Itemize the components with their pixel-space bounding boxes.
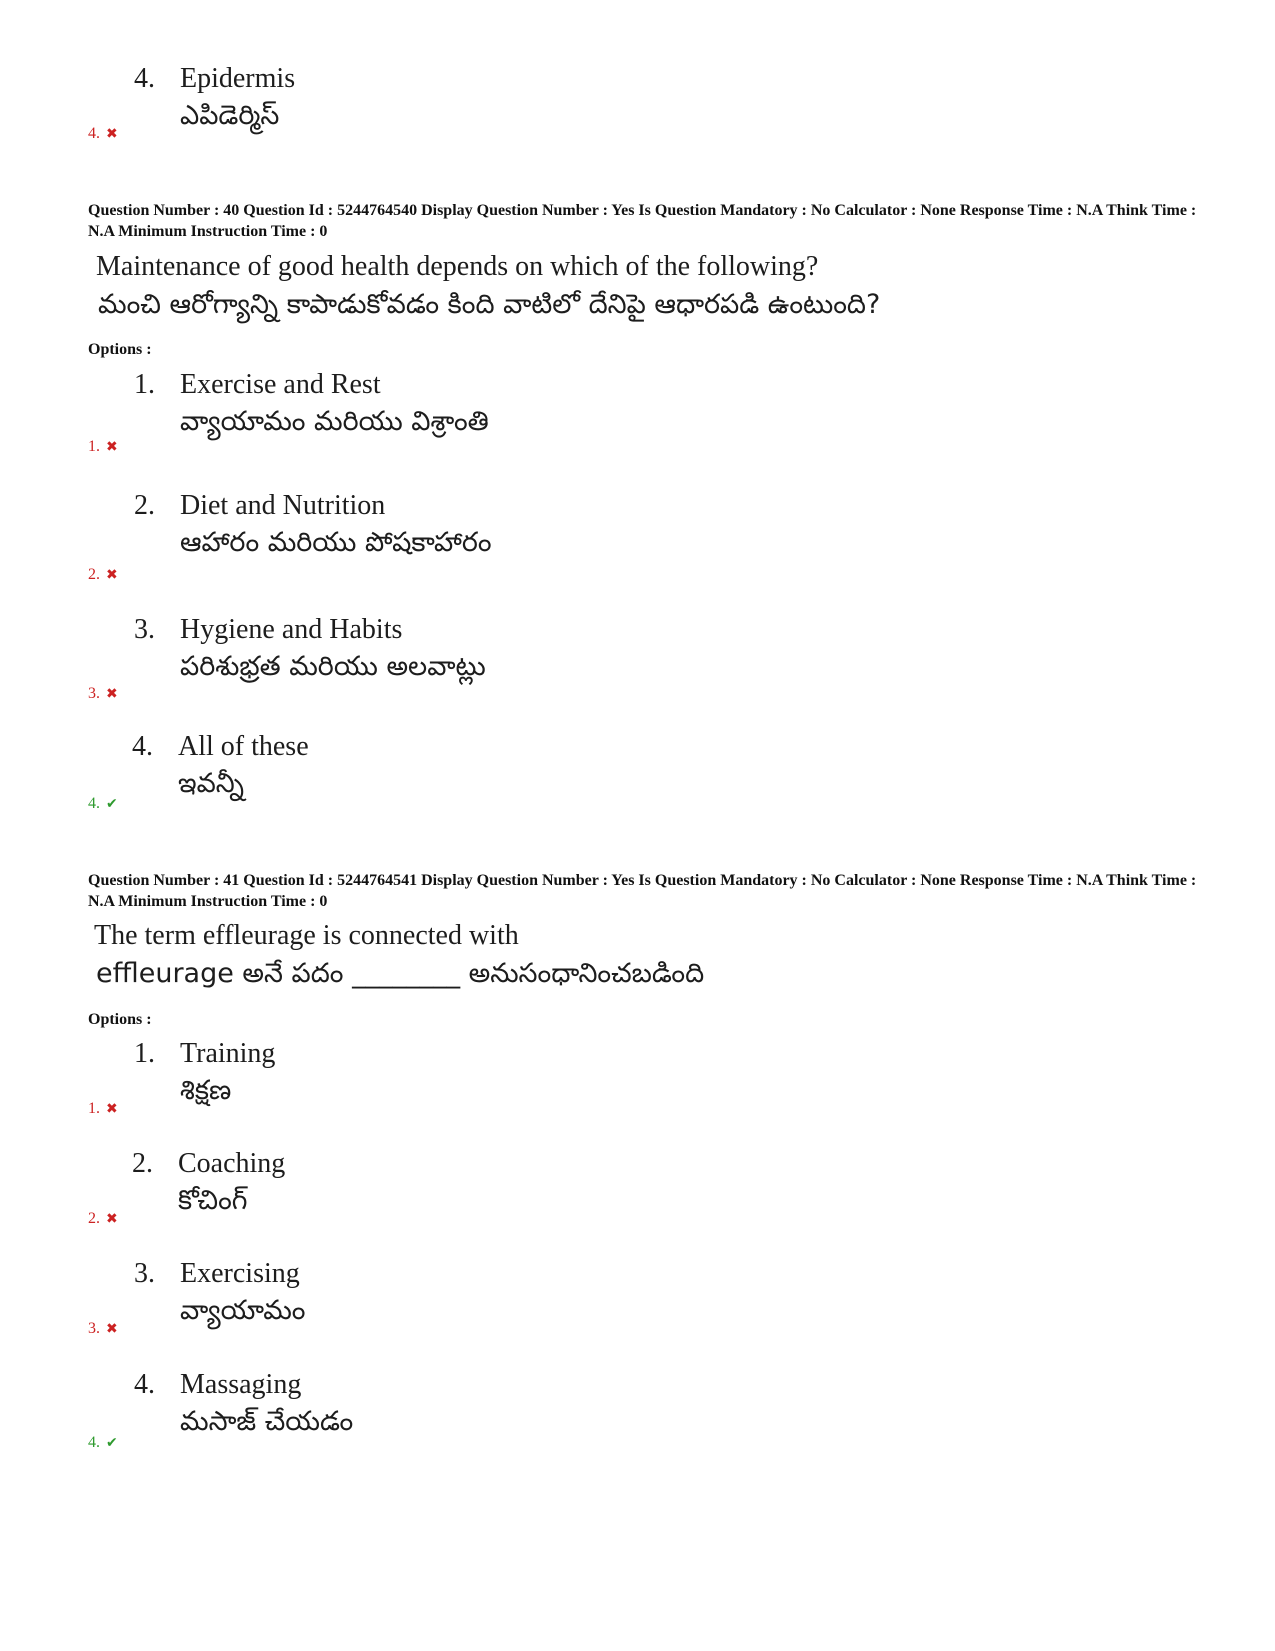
- question-40-option-3: [134, 613, 1034, 713]
- cross-icon: ✖: [106, 1101, 118, 1117]
- question-41-meta: Question Number : 41 Question Id : 5244764541 Display Question Number : Yes Is Question Mandatory : No Calculator : None Response Time : N.A Think Time : N.A Minimum Instruction Time : 0: [88, 872, 1197, 910]
- marker-label: 2.: [88, 566, 100, 583]
- option-text-telugu: శిక్షణ: [180, 1075, 232, 1106]
- option-number: 3.: [134, 1258, 155, 1289]
- question-40-option-2-marker: [88, 566, 118, 584]
- marker-label: 1.: [88, 1100, 100, 1117]
- question-41-text-telugu: effleurage అనే పదం ________ అనుసంధానించబడింది: [96, 958, 705, 989]
- question-41-option-3-marker: [88, 1320, 118, 1338]
- option-number: 4.: [134, 1369, 155, 1400]
- marker-label: 4.: [88, 125, 100, 142]
- option-number: 4.: [134, 63, 155, 94]
- option-text-telugu: పరిశుభ్రత మరియు అలవాట్లు: [180, 651, 486, 682]
- question-40-text-english: Maintenance of good health depends on which of the following?: [96, 251, 819, 282]
- question-40-options-label: Options :: [88, 341, 152, 358]
- option-text-telugu: ఇవన్నీ: [178, 768, 244, 799]
- marker-label: 4.: [88, 795, 100, 812]
- cross-icon: ✖: [106, 439, 118, 455]
- marker-label: 2.: [88, 1210, 100, 1227]
- question-41-option-3: [134, 1257, 1034, 1357]
- option-text-telugu: కోచింగ్: [178, 1185, 248, 1216]
- question-41-options-label: Options :: [88, 1011, 152, 1028]
- prev-option-4-marker: [88, 125, 118, 143]
- marker-label: 3.: [88, 685, 100, 702]
- option-number: 2.: [134, 490, 155, 521]
- question-40-option-3-marker: [88, 685, 118, 703]
- marker-label: 1.: [88, 438, 100, 455]
- question-40-option-2: [134, 489, 1034, 589]
- prev-option-4: [134, 62, 1034, 162]
- cross-icon: ✖: [106, 686, 118, 702]
- question-41-option-1-marker: [88, 1100, 118, 1118]
- option-text-english: Coaching: [178, 1148, 286, 1179]
- question-41-option-4-marker: [88, 1434, 118, 1452]
- question-40-meta: Question Number : 40 Question Id : 5244764540 Display Question Number : Yes Is Question Mandatory : No Calculator : None Response Time : N.A Think Time : N.A Minimum Instruction Time : 0: [88, 202, 1197, 240]
- question-40-option-1: [134, 368, 1034, 468]
- option-text-english: Massaging: [180, 1369, 302, 1400]
- question-41-option-1: [134, 1037, 1034, 1137]
- cross-icon: ✖: [106, 1211, 118, 1227]
- option-text-english: Epidermis: [180, 63, 296, 94]
- cross-icon: ✖: [106, 1321, 118, 1337]
- option-text-english: Exercise and Rest: [180, 369, 381, 400]
- option-text-english: Exercising: [180, 1258, 300, 1289]
- check-icon: ✔: [106, 796, 118, 812]
- question-40-option-1-marker: [88, 438, 118, 456]
- cross-icon: ✖: [106, 126, 118, 142]
- check-icon: ✔: [106, 1435, 118, 1451]
- marker-label: 3.: [88, 1320, 100, 1337]
- option-number: 1.: [134, 1038, 155, 1069]
- marker-label: 4.: [88, 1434, 100, 1451]
- question-41-text-english: The term effleurage is connected with: [94, 920, 519, 951]
- option-text-english: Hygiene and Habits: [180, 614, 403, 645]
- option-number: 2.: [132, 1148, 153, 1179]
- option-text-english: All of these: [178, 731, 309, 762]
- option-text-telugu: ఎపిడెర్మిస్: [180, 100, 280, 131]
- option-text-telugu: వ్యాయామం: [180, 1295, 306, 1326]
- option-number: 3.: [134, 614, 155, 645]
- option-text-telugu: ఆహారం మరియు పోషకాహారం: [180, 527, 492, 558]
- option-number: 4.: [132, 731, 153, 762]
- question-40-option-4-marker: [88, 795, 118, 813]
- cross-icon: ✖: [106, 567, 118, 583]
- option-text-telugu: మసాజ్ చేయడం: [180, 1406, 354, 1437]
- option-text-telugu: వ్యాయామం మరియు విశ్రాంతి: [180, 406, 489, 437]
- question-41-option-2-marker: [88, 1210, 118, 1228]
- question-40-option-4: [132, 730, 1032, 830]
- option-text-english: Diet and Nutrition: [180, 490, 386, 521]
- question-41-option-4: [134, 1368, 1034, 1468]
- question-41-option-2: [132, 1147, 1032, 1247]
- question-40-text-telugu: మంచి ఆరోగ్యాన్ని కాపాడుకోవడం కింది వాటిలో దేనిపై ఆధారపడి ఉంటుంది?: [98, 289, 881, 320]
- option-text-english: Training: [180, 1038, 276, 1069]
- option-number: 1.: [134, 369, 155, 400]
